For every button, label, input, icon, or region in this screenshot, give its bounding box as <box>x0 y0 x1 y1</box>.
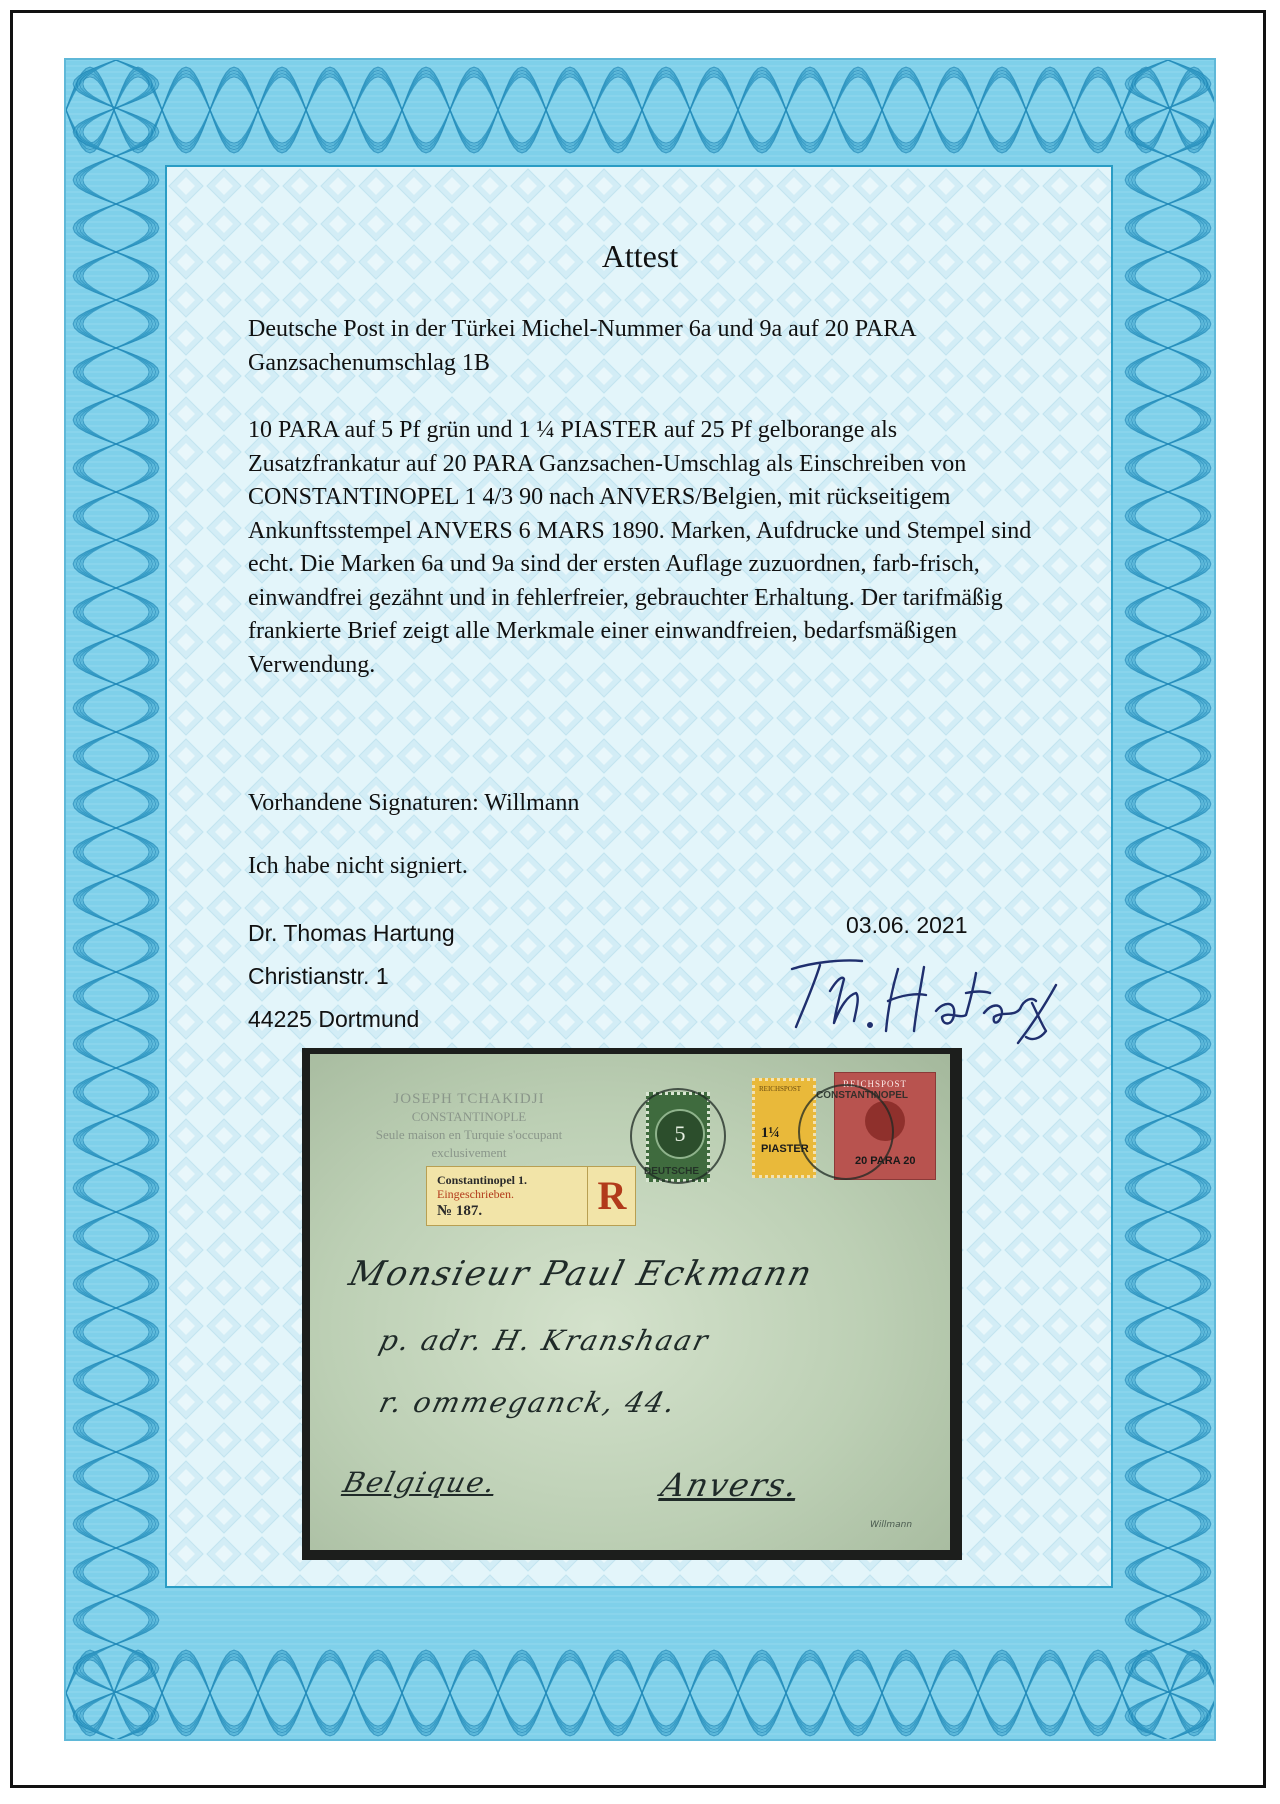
sender-line-2: CONSTANTINOPLE <box>411 1109 527 1124</box>
address-city: Anvers. <box>657 1466 804 1504</box>
registration-r: R <box>587 1167 636 1225</box>
existing-signatures-text: Vorhandene Signaturen: Willmann <box>248 790 580 816</box>
stamp-yellow-fraction: 1¼ <box>761 1125 780 1141</box>
sender-line-4: exclusivement <box>431 1145 507 1160</box>
page-title: Attest <box>601 238 679 274</box>
envelope-photo <box>302 1048 962 1560</box>
postmark-text-1: DEUTSCHE <box>644 1166 700 1177</box>
registration-type: Eingeschrieben. <box>437 1187 514 1201</box>
signer-address <box>248 912 455 1041</box>
stamp-red-overprint: 20 PARA 20 <box>855 1155 916 1167</box>
address-recipient: Monsieur Paul Eckmann <box>345 1254 818 1294</box>
registration-label <box>426 1166 636 1226</box>
pencil-signature: Willmann <box>870 1520 913 1530</box>
stamp-identification-text: Deutsche Post in der Türkei Michel-Nummer 6a und 9a auf 20 PARA Ganzsachenumschlag 1B <box>248 316 916 376</box>
address-care-of: p. adr. H. Kranshaar <box>375 1324 713 1357</box>
stamp-yellow-overprint: PIASTER <box>761 1143 809 1155</box>
signer-city: 44225 Dortmund <box>248 1006 420 1032</box>
sender-imprint <box>334 1090 604 1162</box>
registration-number: № 187. <box>437 1203 483 1219</box>
handwritten-signature <box>770 945 1100 1045</box>
address-country: Belgique. <box>339 1466 501 1499</box>
address-street: r. ommeganck, 44. <box>375 1386 681 1419</box>
envelope <box>310 1054 950 1550</box>
registration-office: Constantinopel 1. <box>437 1173 528 1187</box>
not-signed-text: Ich habe nicht signiert. <box>248 853 468 879</box>
stamp-green-value: 5 <box>655 1109 705 1159</box>
stamp-yellow-header: REICHSPOST <box>759 1085 802 1093</box>
sender-line-3: Seule maison en Turquie s'occupant <box>375 1127 563 1142</box>
description-text: 10 PARA auf 5 Pf grün und 1 ¼ PIASTER auf 25 Pf gelborange als Zusatzfrankatur auf 20 PARA Ganzsachen-Umschlag als Einschreiben von CONSTANTINOPEL 1 4/3 90 nach ANVERS/Belgien, mit rückseitigem Ankunftsstempel ANVERS 6 MARS 1890. Marken, Aufdrucke und Stempel sind echt. Die Marken 6a und 9a sind der ersten Auflage zuzuordnen, farb-frisch, einwandfrei gezähnt und in fehlerfreier, gebrauchter Erhaltung. Der tarifmäßig frankierte Brief zeigt alle Merkmale einer einwandfreien, bedarfsmäßigen Verwendung. <box>248 417 1032 678</box>
stamp-red-header: REICHSPOST <box>843 1079 908 1089</box>
postmark-text-2: CONSTANTINOPEL <box>816 1090 909 1101</box>
certificate-date: 03.06. 2021 <box>846 912 968 938</box>
signer-name: Dr. Thomas Hartung <box>248 920 455 946</box>
signer-street: Christianstr. 1 <box>248 963 389 989</box>
sender-name: JOSEPH TCHAKIDJI <box>393 1091 545 1107</box>
